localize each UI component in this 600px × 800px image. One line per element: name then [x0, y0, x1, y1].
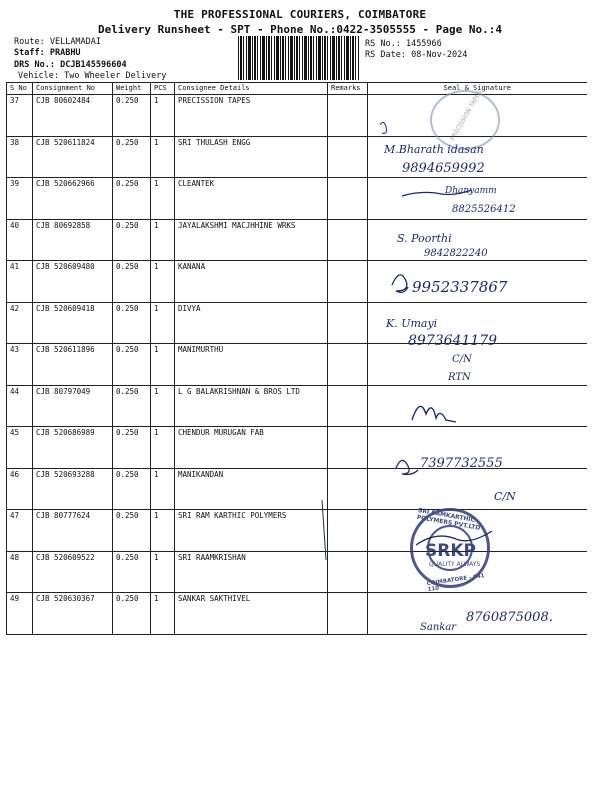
cell-pcs: 1: [151, 344, 175, 386]
cell-sno: 49: [7, 593, 33, 635]
col-consignment: Consignment No: [33, 83, 113, 95]
cell-consignee: SRI RAAMKRISHAN: [175, 551, 328, 593]
rs-no-value: 1455966: [405, 39, 442, 49]
col-pcs: PCS: [151, 83, 175, 95]
col-sno: S No: [7, 83, 33, 95]
hw-row45-phone: 7397732555: [420, 456, 503, 471]
cell-pcs: 1: [151, 261, 175, 303]
cell-weight: 0.250: [113, 136, 151, 178]
cell-pcs: 1: [151, 302, 175, 344]
cell-consignee: JAYALAKSHMI MACJHHINE WRKS: [175, 219, 328, 261]
cell-sno: 38: [7, 136, 33, 178]
cell-weight: 0.250: [113, 219, 151, 261]
precission-tapes-stamp: PRECISSION TAPES: [430, 90, 500, 150]
cell-consignee: L G BALAKRISHNAN & BROS LTD: [175, 385, 328, 427]
col-consignee: Consignee Details: [175, 83, 328, 95]
vehicle-line: Vehicle: Two Wheeler Delivery: [18, 71, 167, 81]
route-line: Route: VELLAMADAI: [14, 37, 102, 47]
cell-consignment: CJB 80777624: [33, 510, 113, 552]
cell-weight: 0.250: [113, 178, 151, 220]
drs-line: DRS No.: DCJB145596604: [14, 60, 127, 70]
cell-weight: 0.250: [113, 468, 151, 510]
cell-consignee: SRI RAM KARTHIC POLYMERS: [175, 510, 328, 552]
cell-pcs: 1: [151, 468, 175, 510]
vehicle-value: Two Wheeler Delivery: [64, 71, 167, 81]
cell-weight: 0.250: [113, 344, 151, 386]
staff-value: PRABHU: [49, 48, 81, 58]
cell-weight: 0.250: [113, 95, 151, 137]
cell-consignment: CJB 80692858: [33, 219, 113, 261]
cell-sno: 45: [7, 427, 33, 469]
hw-row40-phone: 9842822240: [424, 248, 488, 259]
cell-weight: 0.250: [113, 510, 151, 552]
cell-weight: 0.250: [113, 302, 151, 344]
srkp-company-stamp: SRI SAMKARTHIC POLYMERS PVT.LTD SRKP QUALITY ALWAYS COIMBATORE - 641 110: [410, 508, 490, 588]
hw-row38-name: M.Bharath idasan: [384, 143, 484, 156]
cell-weight: 0.250: [113, 427, 151, 469]
signature-45: [396, 460, 418, 474]
cell-pcs: 1: [151, 593, 175, 635]
cell-weight: 0.250: [113, 261, 151, 303]
cell-sno: 42: [7, 302, 33, 344]
cell-sno: 40: [7, 219, 33, 261]
cell-sno: 48: [7, 551, 33, 593]
signature-48: [416, 531, 492, 545]
cell-sno: 37: [7, 95, 33, 137]
cell-sno: 47: [7, 510, 33, 552]
cell-consignment: CJB 520630367: [33, 593, 113, 635]
cell-consignment: CJB 80797049: [33, 385, 113, 427]
cell-consignment: CJB 520686989: [33, 427, 113, 469]
cell-consignee: MANIKANDAN: [175, 468, 328, 510]
cell-consignment: CJB 520611824: [33, 136, 113, 178]
cell-consignment: CJB 520609522: [33, 551, 113, 593]
hw-row42-name: K. Umayi: [386, 317, 438, 330]
cell-consignee: KANANA: [175, 261, 328, 303]
cell-weight: 0.250: [113, 551, 151, 593]
signature-47: [322, 500, 326, 560]
cell-pcs: 1: [151, 136, 175, 178]
drs-value: DCJB145596604: [60, 60, 127, 70]
hw-row49-name: Sankar: [420, 622, 457, 633]
hw-row43-note2: RTN: [448, 372, 471, 383]
company-title: THE PROFESSIONAL COURIERS, COIMBATORE: [173, 8, 427, 21]
col-weight: Weight: [113, 83, 151, 95]
cell-pcs: 1: [151, 385, 175, 427]
cell-consignee: CLEANTEK: [175, 178, 328, 220]
cell-consignment: CJB 520611896: [33, 344, 113, 386]
cell-pcs: 1: [151, 551, 175, 593]
cell-pcs: 1: [151, 427, 175, 469]
rs-date-value: 08-Nov-2024: [411, 50, 468, 60]
rs-date-line: RS Date: 08-Nov-2024: [365, 50, 468, 60]
cell-sno: 41: [7, 261, 33, 303]
runsheet-subtitle: Delivery Runsheet - SPT - Phone No.:0422-3505555 - Page No.:4: [98, 23, 502, 36]
cell-sno: 43: [7, 344, 33, 386]
col-remarks: Remarks: [328, 83, 368, 95]
route-value: VELLAMADAI: [49, 37, 102, 47]
cell-pcs: 1: [151, 178, 175, 220]
hw-row38-phone: 9894659992: [402, 161, 485, 176]
cell-consignee: CHENDUR MURUGAN FAB: [175, 427, 328, 469]
cell-consignment: CJB 520609480: [33, 261, 113, 303]
col-seal-signature: Seal & Signature: [368, 83, 587, 95]
cell-consignee: SRI THULASH ENGG: [175, 136, 328, 178]
cell-weight: 0.250: [113, 593, 151, 635]
hw-row42-phone: 8973641179: [408, 333, 498, 349]
hw-row40-name: S. Poorthi: [397, 232, 452, 245]
cell-consignee: MANIMURTHU: [175, 344, 328, 386]
signature-41: [392, 275, 408, 292]
hw-row49-phone: 8760875008.: [466, 610, 553, 625]
cell-consignment: CJB 520662966: [33, 178, 113, 220]
rs-no-line: RS No.: 1455966: [365, 39, 442, 49]
hw-row39-name: Dhanyamm: [445, 186, 497, 196]
cell-pcs: 1: [151, 219, 175, 261]
hw-row41-phone: 9952337867: [412, 278, 508, 296]
cell-pcs: 1: [151, 510, 175, 552]
cell-consignee: SANKAR SAKTHIVEL: [175, 593, 328, 635]
cell-sno: 44: [7, 385, 33, 427]
cell-sno: 46: [7, 468, 33, 510]
hw-row46-note: C/N: [494, 490, 516, 503]
signature-44: [412, 406, 456, 422]
hw-row39-phone: 8825526412: [452, 204, 516, 215]
cell-consignment: CJB 520693288: [33, 468, 113, 510]
staff-line: Staff: PRABHU: [14, 48, 81, 58]
cell-sno: 39: [7, 178, 33, 220]
cell-weight: 0.250: [113, 385, 151, 427]
cell-pcs: 1: [151, 95, 175, 137]
signature-37: [380, 122, 387, 133]
hw-row43-note1: C/N: [452, 354, 472, 365]
cell-consignment: CJB 80602484: [33, 95, 113, 137]
cell-consignee: PRECISSION TAPES: [175, 95, 328, 137]
cell-consignment: CJB 520609418: [33, 302, 113, 344]
cell-consignee: DIVYA: [175, 302, 328, 344]
